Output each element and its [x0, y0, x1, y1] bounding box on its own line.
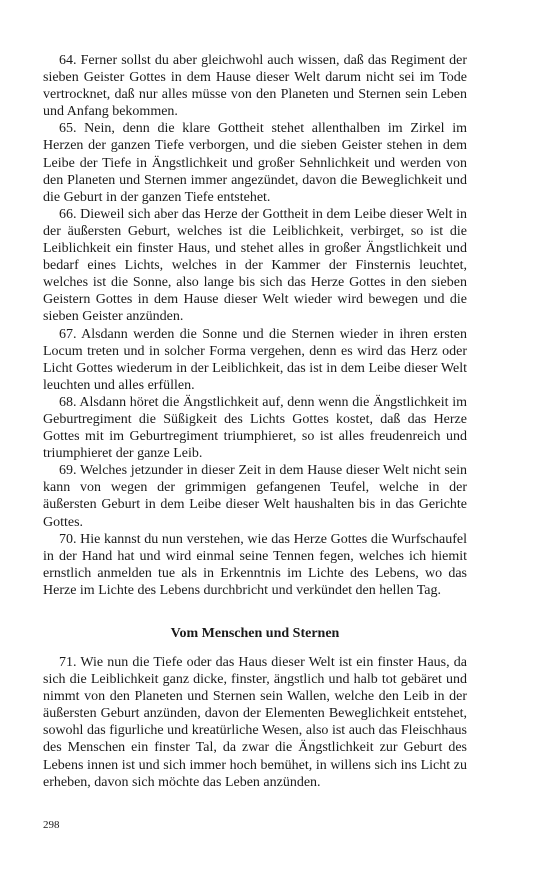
- paragraph-68: 68. Alsdann höret die Ängstlichkeit auf, denn wenn die Ängstlichkeit im Geburtregiment die Süßigkeit des Lichts Gottes kostet, daß das Herze Gottes mit im Geburtregiment triumphieret, so ist alles freudenreich und triumphieret der ganze Leib.: [43, 394, 467, 462]
- paragraph-70: 70. Hie kannst du nun verstehen, wie das Herze Gottes die Wurfschaufel in der Hand hat und wird einmal seine Tennen fegen, welches ich hiemit ernstlich anmelden tue als in Erkenntnis im Lichte des Lebens, wo das Herze im Lichte des Lebens durchbricht und verkündet den hellen Tag.: [43, 531, 467, 598]
- paragraph-66: 66. Dieweil sich aber das Herze der Gottheit in dem Leibe dieser Welt in der äußersten Geburt, welches ist die Leiblichkeit, verbirget, so ist die Leiblichkeit ein finster Haus, und stehet alles in großer Ängstlichkeit und bedarf eines Lichts, welches in der Kammer der Finsternis leuchtet, welches ist die Sonne, also lange bis sich das Herze Gottes in den sieben Geistern Gottes in dem Hause dieser Welt wieder wird bewegen und die sieben Geister anzünden.: [43, 206, 467, 325]
- paragraph-67: 67. Alsdann werden die Sonne und die Sternen wieder in ihren ersten Locum treten und in solcher Forma vergehen, denn es wird das Herz oder Licht Gottes wiederum in der Leiblichkeit, das ist in dem Leibe dieser Welt leuchten und alles erfüllen.: [43, 326, 467, 393]
- page-number: 298: [43, 819, 60, 831]
- paragraph-65: 65. Nein, denn die klare Gottheit stehet allenthalben im Zirkel im Herzen der ganzen Tiefe verborgen, und die sieben Geister stehen in dem Leibe der Tiefe in Ängstlichkeit und großer Sehnlichkeit und werden von den Planeten und Sternen immer angezündet, davon die Beweglichkeit und die Geburt in der ganzen Tiefe entstehet.: [43, 121, 467, 205]
- section-heading: Vom Menschen und Sternen: [170, 626, 340, 641]
- page-body: [43, 52, 467, 791]
- paragraph-69: 69. Welches jetzunder in dieser Zeit in dem Hause dieser Welt nicht sein kann von wegen der grimmigen gefangenen Teufel, welche in der äußersten Geburt in dem Leibe dieser Welt haushalten bis in das Gerichte Gottes.: [43, 463, 467, 530]
- paragraph-71: 71. Wie nun die Tiefe oder das Haus dieser Welt ist ein finster Haus, da sich die Leiblichkeit ganz dicke, finster, ängstlich und halb tot gebäret und nimmt von den Planeten und Sternen sein Wallen, welche den Leib in der äußersten Geburt anzünden, davon der Elementen Beweglichkeit entstehet, sowohl das figurliche und kreatürliche Wesen, also ist auch das Fleischhaus des Menschen ein finster Tal, da zwar die Ängstlichkeit zur Geburt des Lebens innen ist und sich immer hoch bemühet, in willens sich ins Licht zu erheben, davon sich möchte das Leben anzünden.: [43, 655, 467, 790]
- paragraph-64: 64. Ferner sollst du aber gleichwohl auch wissen, daß das Regiment der sieben Geister Gottes in dem Hause dieser Welt darum nicht sei im Tode vertrocknet, daß nur alles müsse von den Planeten und Sternen sein Leben und Anfang bekommen.: [43, 53, 467, 120]
